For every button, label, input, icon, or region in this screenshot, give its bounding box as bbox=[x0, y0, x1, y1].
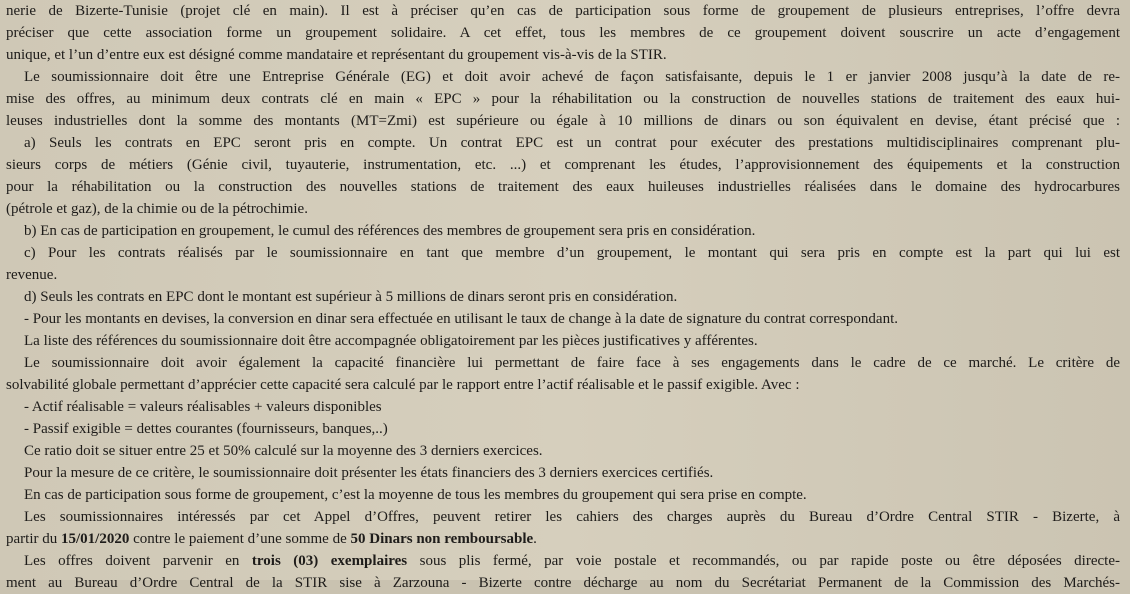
text-line-4: Le soumissionnaire doit être une Entreprise Générale (EG) et doit avoir achevé de façon satisfaisante, depuis le 1 er janvier 2008 jusqu’à la date de re- bbox=[24, 69, 1120, 85]
text-line-9: pour la réhabilitation ou la construction des nouvelles stations de traitement des eaux huileuses industrielles réalisées dans le domaine des hydrocarbures bbox=[6, 179, 1120, 195]
line-25-middle: contre le paiement d’une somme de bbox=[129, 531, 351, 547]
text-line-23: En cas de participation sous forme de groupement, c’est la moyenne de tous les membres du groupement qui sera prise en compte. bbox=[24, 487, 807, 503]
copies-count: trois (03) exemplaires bbox=[251, 553, 408, 569]
text-line-26 bbox=[0, 550, 1130, 572]
text-line-20: - Passif exigible = dettes courantes (fournisseurs, banques,..) bbox=[24, 421, 388, 437]
text-line-19: - Actif réalisable = valeurs réalisables + valeurs disponibles bbox=[24, 399, 382, 415]
text-line-16: La liste des références du soumissionnaire doit être accompagnée obligatoirement par les pièces justificatives y afférentes. bbox=[24, 333, 758, 349]
text-line-13: revenue. bbox=[6, 267, 58, 283]
text-line-22: Pour la mesure de ce critère, le soumissionnaire doit présenter les états financiers des 3 derniers exercices certifiés. bbox=[24, 465, 714, 481]
retrieval-date: 15/01/2020 bbox=[60, 531, 130, 547]
text-line-18: solvabilité globale permettant d’apprécier cette capacité sera calculé par le rapport entre l’actif réalisable et le passif exigible. Avec : bbox=[6, 377, 800, 393]
line-26-before: Les offres doivent parvenir en bbox=[24, 553, 252, 569]
text-line-17: Le soumissionnaire doit avoir également la capacité financière lui permettant de faire face à ses engagements dans le cadre de ce marché. Le critère de bbox=[24, 355, 1120, 371]
line-25-after: . bbox=[533, 531, 537, 547]
line-26-after: sous plis fermé, par voie postale et recommandés, ou par rapide poste ou être déposées directe- bbox=[407, 553, 1120, 569]
text-line-8: sieurs corps de métiers (Génie civil, tuyauterie, instrumentation, etc. ...) et comprenant les études, l’approvisionnement des équipements et la construction bbox=[6, 157, 1120, 173]
text-line-12: c) Pour les contrats réalisés par le soumissionnaire en tant que membre d’un groupement, le montant qui sera pris en compte est la part qui lui est bbox=[24, 245, 1120, 261]
text-line-11: b) En cas de participation en groupement, le cumul des références des membres de groupement sera pris en considération. bbox=[24, 223, 756, 239]
text-line-15: - Pour les montants en devises, la conversion en dinar sera effectuée en utilisant le taux de change à la date de signature du contrat correspondant. bbox=[24, 311, 898, 327]
text-line-24: Les soumissionnaires intéressés par cet Appel d’Offres, peuvent retirer les cahiers des charges auprès du Bureau d’Ordre Central STIR - Bizerte, à bbox=[24, 509, 1120, 525]
text-line-5: mise des offres, au minimum deux contrats clé en main « EPC » pour la réhabilitation ou la construction de nouvelles stations de traitement des eaux hui- bbox=[6, 91, 1120, 107]
text-line-14: d) Seuls les contrats en EPC dont le montant est supérieur à 5 millions de dinars seront pris en considération. bbox=[24, 289, 678, 305]
text-line-1: nerie de Bizerte-Tunisie (projet clé en main). Il est à préciser qu’en cas de participation sous forme de groupement de plusieurs entreprises, l’offre devra bbox=[6, 3, 1120, 19]
line-25-before: partir du bbox=[6, 531, 61, 547]
fee-amount: 50 Dinars non remboursable bbox=[350, 531, 534, 547]
text-line-27: ment au Bureau d’Ordre Central de la STIR sise à Zarzouna - Bizerte contre décharge au nom du Secrétariat Permanent de la Commission des Marchés- bbox=[6, 575, 1120, 591]
text-line-21: Ce ratio doit se situer entre 25 et 50% calculé sur la moyenne des 3 derniers exercices. bbox=[24, 443, 543, 459]
text-line-25 bbox=[0, 528, 1130, 550]
text-line-2: préciser que cette association forme un groupement solidaire. A cet effet, tous les membres de ce groupement doivent souscrire un acte d’engagement bbox=[6, 25, 1120, 41]
text-line-10: (pétrole et gaz), de la chimie ou de la pétrochimie. bbox=[6, 201, 308, 217]
text-line-7: a) Seuls les contrats en EPC seront pris en compte. Un contrat EPC est un contrat pour exécuter des prestations multidisciplinaires comprenant plu- bbox=[24, 135, 1120, 151]
text-line-6: leuses industrielles dont la somme des montants (MT=Zmi) est supérieure ou égale à 10 millions de dinars ou son équivalent en devise, étant précisé que : bbox=[6, 113, 1120, 129]
text-line-3: unique, et l’un d’entre eux est désigné comme mandataire et représentant du groupement vis-à-vis de la STIR. bbox=[6, 47, 667, 63]
